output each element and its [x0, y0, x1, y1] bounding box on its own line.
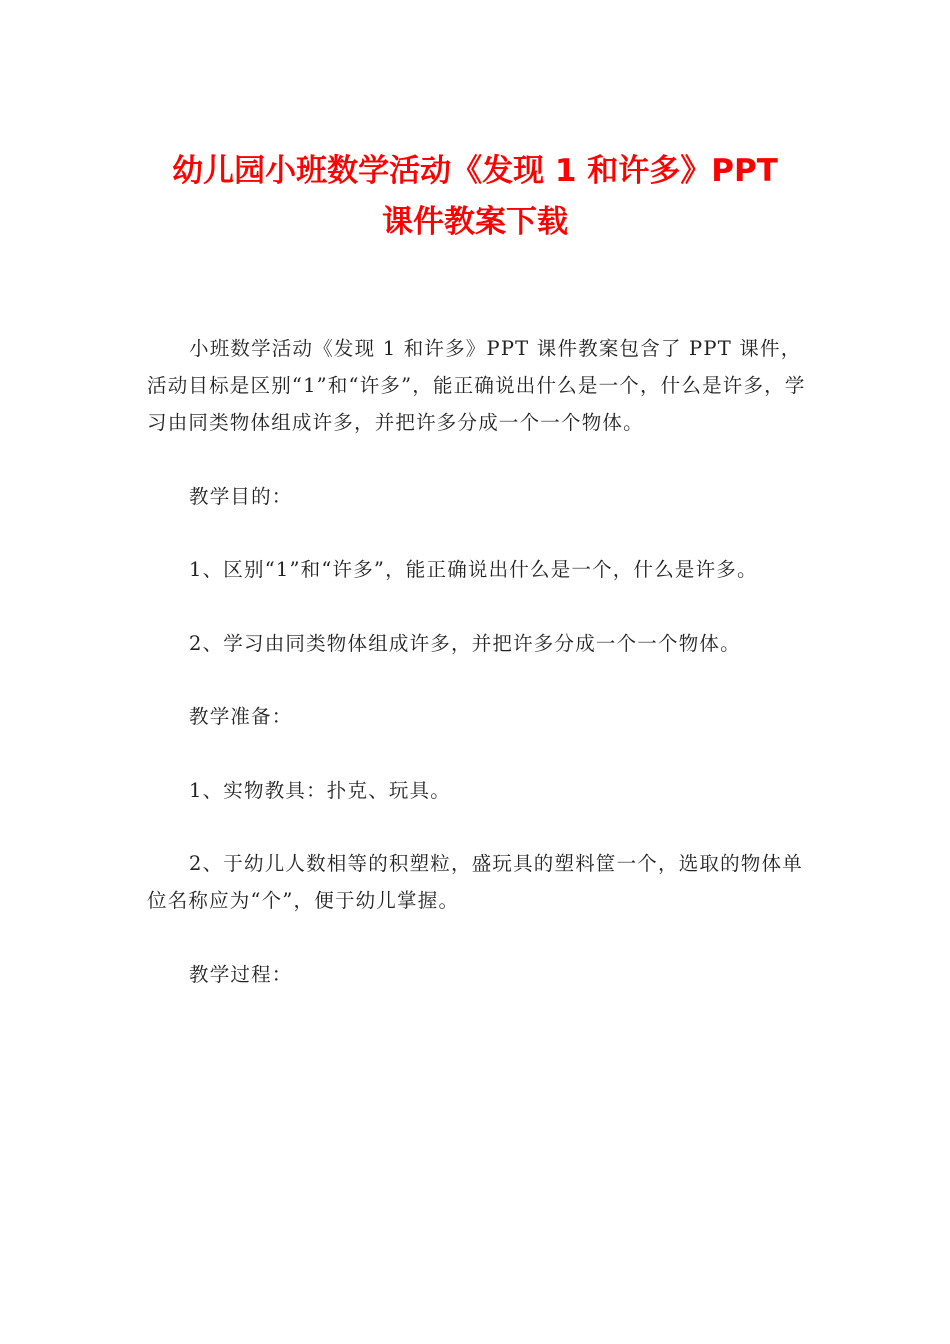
title-line-1: 幼儿园小班数学活动《发现 1 和许多》PPT [172, 153, 778, 189]
preparation-item-2: 2、于幼儿人数相等的积塑粒，盛玩具的塑料筐一个，选取的物体单位名称应为“个”，便于幼儿掌握。 [147, 852, 803, 912]
title-line-2: 课件教案下载 [382, 204, 568, 240]
section-heading-preparation: 教学准备： [189, 705, 293, 728]
objective-item-1: 1、区别“1”和“许多”，能正确说出什么是一个，什么是许多。 [189, 558, 758, 581]
preparation-item-1: 1、实物教具：扑克、玩具。 [189, 778, 452, 802]
intro-paragraph: 小班数学活动《发现 1 和许多》PPT 课件教案包含了 PPT 课件，活动目标是区别“1”和“许多”，能正确说出什么是一个，什么是许多，学习由同类物体组成许多，并把许多分成一个一个物体。 [147, 337, 806, 434]
document-body [147, 330, 807, 1029]
section-heading-objectives: 教学目的： [189, 484, 293, 508]
document-title [0, 146, 950, 248]
section-heading-process: 教学过程： [189, 962, 293, 986]
objective-item-2: 2、学习由同类物体组成许多，并把许多分成一个一个物体。 [189, 631, 741, 655]
